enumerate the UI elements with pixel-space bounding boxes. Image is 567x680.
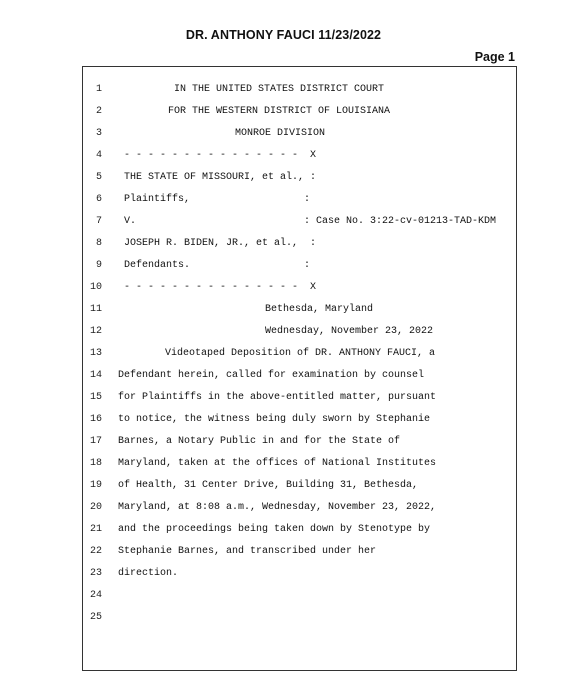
line-text: Videotaped Deposition of DR. ANTHONY FAUCI, a: [165, 348, 436, 359]
line-text: - - - - - - - - - - - - - - - X: [124, 150, 317, 161]
line-number: 8: [95, 238, 102, 249]
line-number: 15: [89, 392, 102, 403]
line-text: Defendants. :: [124, 260, 311, 271]
line-text: IN THE UNITED STATES DISTRICT COURT: [174, 84, 385, 95]
line-text: JOSEPH R. BIDEN, JR., et al., :: [124, 238, 317, 249]
line-number: 20: [89, 502, 102, 513]
line-number: 23: [89, 568, 102, 579]
line-text: Plaintiffs, :: [124, 194, 311, 205]
line-number: 10: [89, 282, 102, 293]
line-number: 3: [95, 128, 102, 139]
line-text: FOR THE WESTERN DISTRICT OF LOUISIANA: [168, 106, 391, 117]
document-title: DR. ANTHONY FAUCI 11/23/2022: [185, 28, 382, 42]
line-text: - - - - - - - - - - - - - - - X: [124, 282, 317, 293]
line-number: 24: [89, 590, 102, 601]
line-number: 11: [89, 304, 102, 315]
line-text: Maryland, taken at the offices of National Institutes: [118, 458, 437, 469]
line-text: MONROE DIVISION: [235, 128, 326, 139]
line-number: 17: [89, 436, 102, 447]
line-text: Barnes, a Notary Public in and for the State of: [118, 436, 401, 447]
line-number: 18: [89, 458, 102, 469]
line-text: Maryland, at 8:08 a.m., Wednesday, November 23, 2022,: [118, 502, 437, 513]
line-number: 4: [95, 150, 102, 161]
line-text: THE STATE OF MISSOURI, et al., :: [124, 172, 317, 183]
line-number: 22: [89, 546, 102, 557]
line-text: Wednesday, November 23, 2022: [265, 326, 434, 337]
line-text: of Health, 31 Center Drive, Building 31, Bethesda,: [118, 480, 419, 491]
line-text: to notice, the witness being duly sworn by Stephanie: [118, 414, 431, 425]
line-text: Defendant herein, called for examination by counsel: [118, 370, 425, 381]
line-text: V. : Case No. 3:22-cv-01213-TAD-KDM: [124, 216, 497, 227]
line-number: 7: [95, 216, 102, 227]
line-number: 12: [89, 326, 102, 337]
line-number: 2: [95, 106, 102, 117]
line-text: Stephanie Barnes, and transcribed under her: [118, 546, 377, 557]
page-number-label: Page 1: [474, 50, 515, 64]
line-number: 25: [89, 612, 102, 623]
line-number: 6: [95, 194, 102, 205]
line-number: 21: [89, 524, 102, 535]
line-number: 19: [89, 480, 102, 491]
line-text: for Plaintiffs in the above-entitled matter, pursuant: [118, 392, 437, 403]
line-number: 5: [95, 172, 102, 183]
line-text: direction.: [118, 568, 179, 579]
line-text: Bethesda, Maryland: [265, 304, 374, 315]
line-number: 13: [89, 348, 102, 359]
line-number: 16: [89, 414, 102, 425]
line-number: 9: [95, 260, 102, 271]
line-text: and the proceedings being taken down by Stenotype by: [118, 524, 431, 535]
line-number: 1: [95, 84, 102, 95]
line-number: 14: [89, 370, 102, 381]
